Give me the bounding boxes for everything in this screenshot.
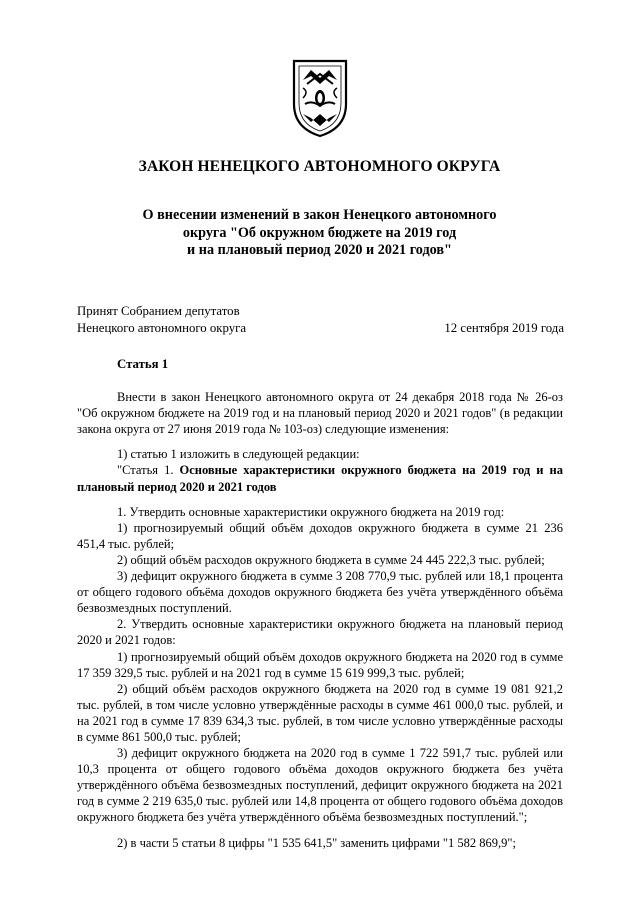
law-subtitle [60, 207, 579, 260]
paragraph: 3) дефицит окружного бюджета на 2020 год в сумме 1 722 591,7 тыс. рублей или 10,3 процента от общего годового объёма доходов окружного бюджета без учёта утверждённого объёма безвозмездных поступлений, дефицит окружного бюджета на 2021 год в сумме 2 219 635,0 тыс. рублей или 14,8 процента от общего годового объёма доходов окружного бюджета без учёта утверждённого объёма безвозмездных поступлений."; [77, 746, 563, 825]
paragraph: 2) общий объём расходов окружного бюджета в сумме 24 445 222,3 тыс. рублей; [117, 552, 545, 567]
adopted-by [77, 303, 246, 337]
subtitle-line: и на плановый период 2020 и 2021 годов" [187, 242, 452, 258]
intro-paragraph: Внести в закон Ненецкого автономного округа от 24 декабря 2018 года № 26-оз "Об окружном бюджете на 2019 год и на плановый период 2020 и 2021 годов" (в редакции закона округа от 27 июня 2019 года № 103-оз) следующие изменения: [77, 390, 563, 437]
paragraph: 2. Утвердить основные характеристики окружного бюджета на плановый период 2020 и 2021 годов: [77, 617, 563, 648]
article-quote-prefix: "Статья 1. [117, 463, 174, 478]
adopted-line: Ненецкого автономного округа [77, 321, 247, 335]
paragraph: 3) дефицит окружного бюджета в сумме 3 208 770,9 тыс. рублей или 18,1 процента от общего годового объёма доходов окружного бюджета без учёта утверждённого объёма безвозмездных поступлений. [77, 569, 563, 616]
coat-of-arms-icon [291, 58, 349, 138]
paragraph: 1. Утвердить основные характеристики окружного бюджета на 2019 год: [117, 504, 505, 519]
law-title: ЗАКОН НЕНЕЦКОГО АВТОНОМНОГО ОКРУГА [138, 158, 501, 175]
paragraph: 1) прогнозируемый общий объём доходов окружного бюджета в сумме 21 236 451,4 тыс. рублей; [77, 520, 563, 551]
subtitle-line: округа "Об окружном бюджете на 2019 год [182, 224, 457, 241]
adoption-date: 12 сентября 2019 года [444, 321, 564, 335]
subtitle-line: О внесении изменений в закон Ненецкого автономного [142, 207, 497, 223]
item-2: 2) в части 5 статьи 8 цифры "1 535 641,5" заменить цифрами "1 582 869,9"; [117, 835, 516, 850]
paragraph: 2) общий объём расходов окружного бюджета на 2020 год в сумме 19 081 921,2 тыс. рублей, в том числе условно утверждённые расходы в сумме 461 000,0 тыс. рублей, и на 2021 год в сумме 17 839 634,3 тыс. рублей, в том числе условно утверждённые расходы в сумме 861 500,0 тыс. рублей; [77, 681, 563, 744]
article-quote-heading [77, 462, 563, 494]
paragraph: 1) прогнозируемый общий объём доходов окружного бюджета на 2020 год в сумме 17 359 329,5 тыс. рублей и на 2021 год в сумме 15 619 999,3 тыс. рублей; [77, 649, 563, 680]
document-body [77, 356, 563, 851]
adopted-line: Принят Собранием депутатов [77, 304, 240, 318]
article-quote-title: Основные характеристики окружного бюджета на 2019 год и на плановый период 2020 и 2021 годов [77, 463, 564, 494]
item-1: 1) статью 1 изложить в следующей редакции: [117, 447, 360, 462]
article-heading: Статья 1 [117, 357, 169, 371]
